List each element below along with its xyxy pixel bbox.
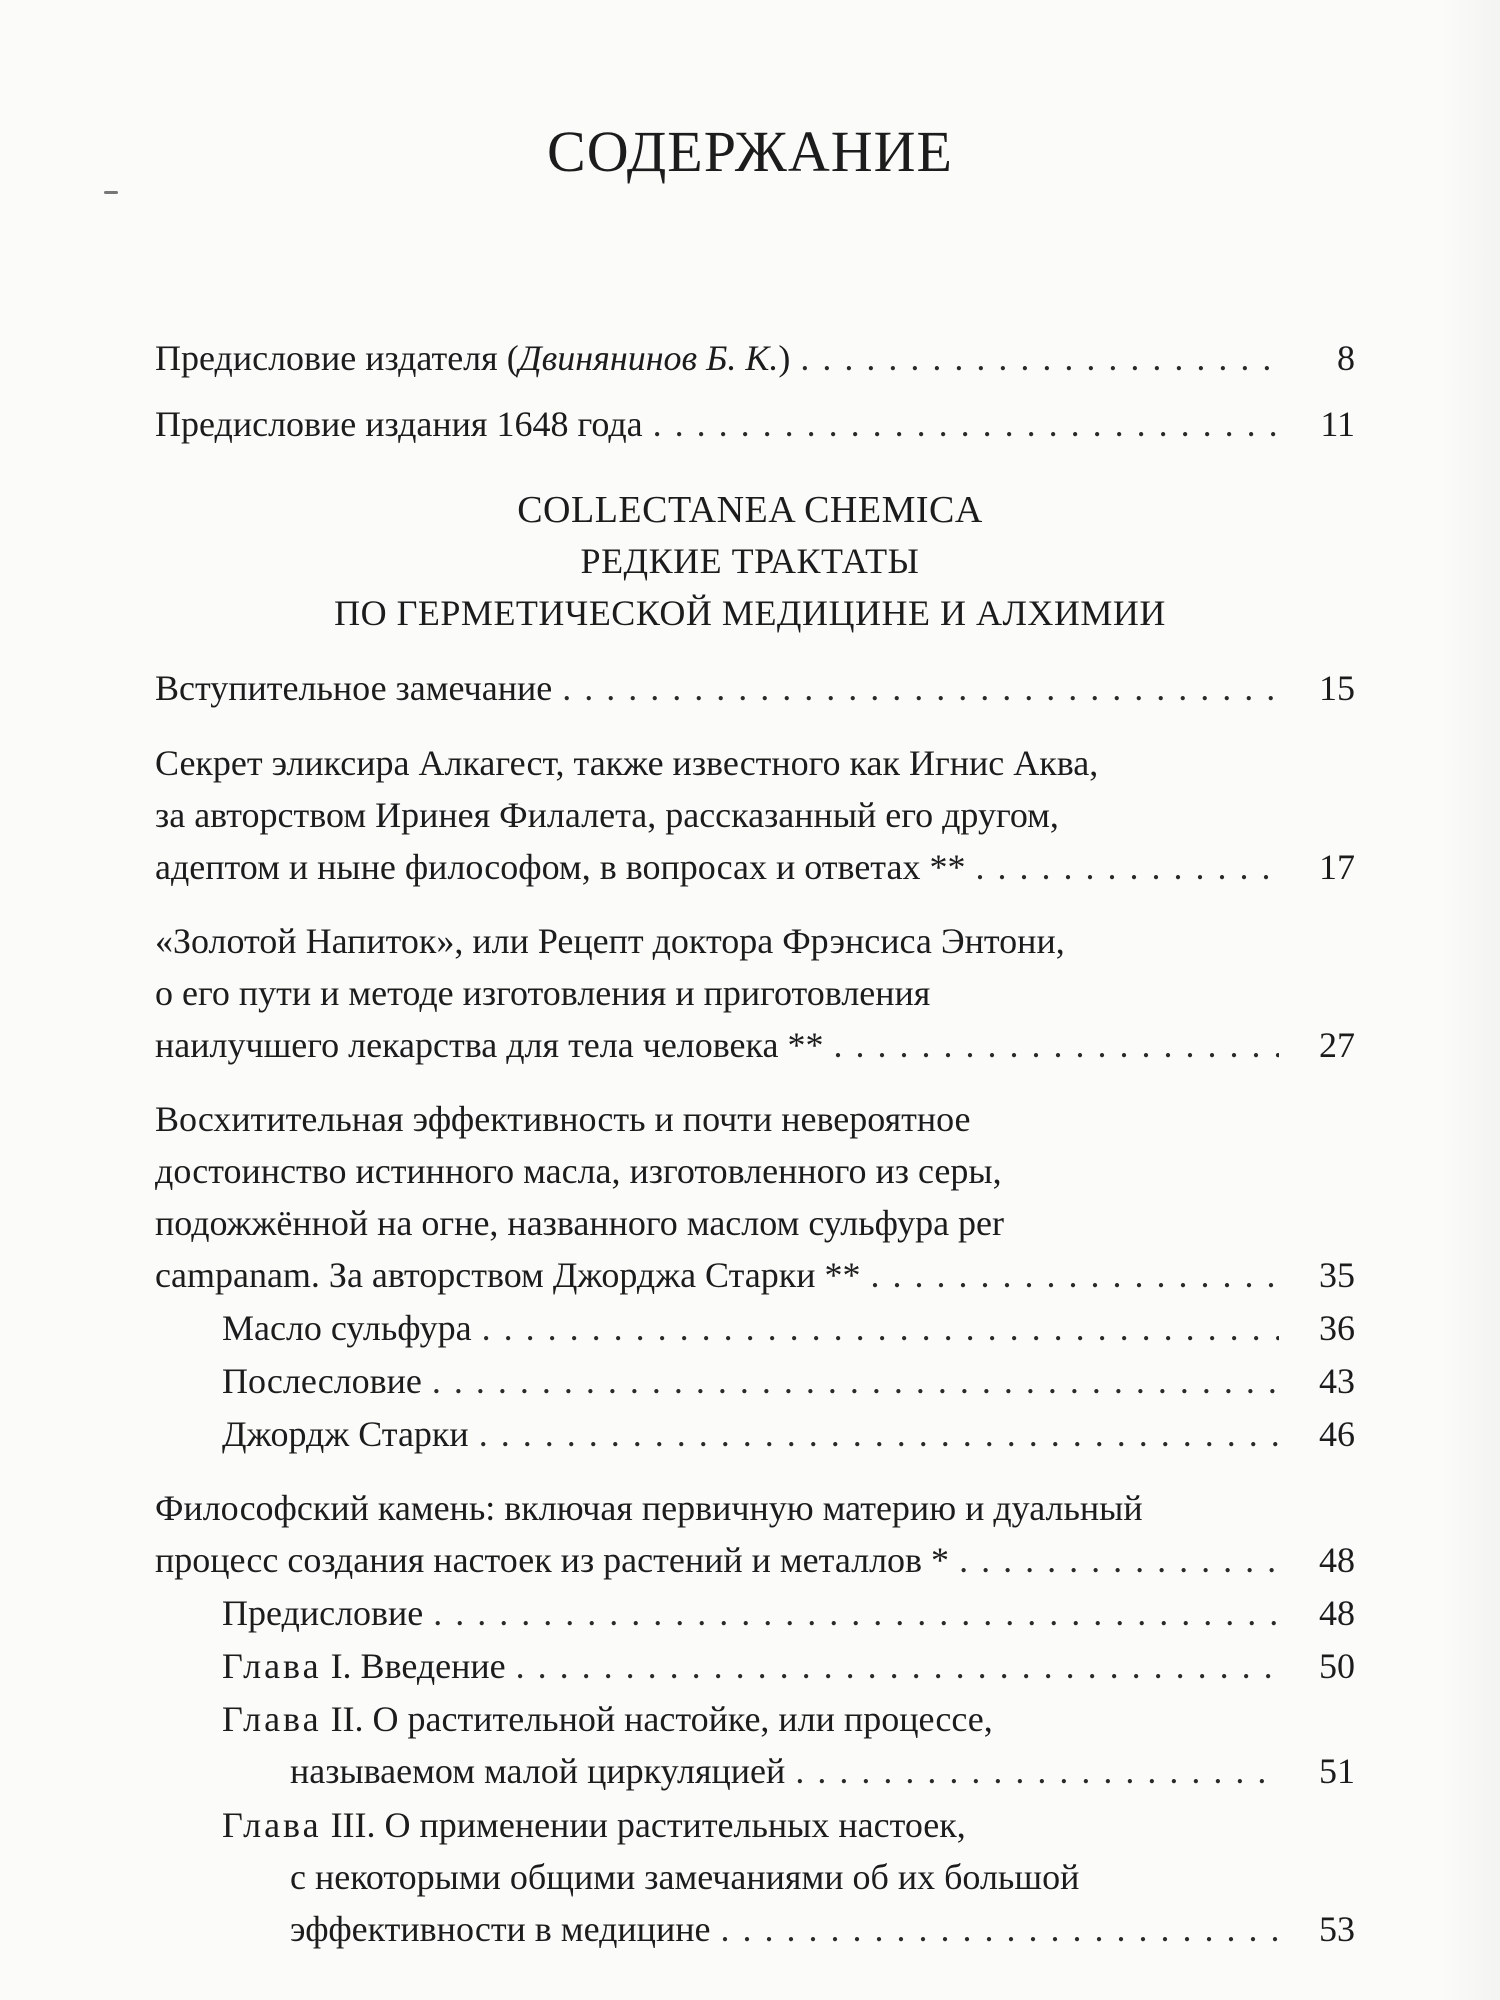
toc-entry-text: Глава II. О растительной настойке, или процессе, [222,1699,993,1739]
toc-entry-text: наилучшего лекарства для тела человека ** [155,1025,824,1065]
leader-dots [562,662,1279,714]
page-number: 46 [1319,1414,1355,1454]
toc-entry [155,841,1355,893]
page-number: 43 [1319,1361,1355,1401]
toc-entry-text: Глава I. Введение [222,1646,506,1686]
toc-entry-line [155,915,1355,967]
toc-entry [155,1534,1355,1586]
toc-entry-text: с некоторыми общими замечаниями об их большой [290,1857,1080,1897]
toc-entry [155,662,1355,714]
toc-entry-text: campanam. За авторством Джорджа Старки ** [155,1255,861,1295]
page-title: СОДЕРЖАНИЕ [547,119,953,184]
toc-entry-line [155,1197,1355,1249]
page-number: 48 [1319,1593,1355,1633]
toc-entry-text: процесс создания настоек из растений и металлов * [155,1540,950,1580]
toc-entry-text: Секрет эликсира Алкагест, также известного как Игнис Аква, [155,743,1099,783]
toc-entry-text: Глава III. О применении растительных настоек, [222,1805,966,1845]
toc-entry-text: Вступительное замечание [155,668,553,708]
toc-entry-line [155,789,1355,841]
toc-entry-line [155,967,1355,1019]
page-number: 8 [1337,338,1355,378]
leader-dots [432,1355,1279,1407]
toc-entry-text: подожжённой на огне, названного маслом сульфура per [155,1203,1005,1243]
toc-entry-1648-preface [155,398,1355,450]
toc-entry-text: за авторством Иринея Филалета, рассказанный его другом, [155,795,1059,835]
toc-subentry-chapter-3-line [290,1851,1355,1903]
section-heading-latin: COLLECTANEA CHEMICA [517,489,983,531]
leader-dots [482,1302,1279,1354]
toc-subentry-chapter-3 [290,1903,1355,1955]
toc-entry-text: о его пути и методе изготовления и приготовления [155,973,931,1013]
page-number: 35 [1319,1255,1355,1295]
page-number: 36 [1319,1308,1355,1348]
page-number: 53 [1319,1909,1355,1949]
toc-entry-text: адептом и ныне философом, в вопросах и ответах ** [155,847,966,887]
toc-entry [155,1019,1355,1071]
toc-subentry [222,1408,1355,1460]
toc-subentry [222,1355,1355,1407]
toc-entry-line [155,1482,1355,1534]
toc-subentry [222,1302,1355,1354]
page-number: 50 [1319,1646,1355,1686]
toc-entry [155,1249,1355,1301]
toc-entry-text: Масло сульфура [222,1308,472,1348]
toc-entry-text: Предисловие издателя (Двинянинов Б. К.) [155,338,791,378]
toc-subentry-chapter-1 [222,1640,1355,1692]
leader-dots [795,1745,1279,1797]
toc-subentry [222,1587,1355,1639]
leader-dots [653,398,1279,450]
section-heading-line3: ПО ГЕРМЕТИЧЕСКОЙ МЕДИЦИНЕ И АЛХИМИИ [334,593,1166,633]
leader-dots [833,1019,1279,1071]
ink-mark [104,191,118,194]
toc-entry-line [155,1145,1355,1197]
toc-subentry-chapter-2 [290,1745,1355,1797]
leader-dots [720,1903,1279,1955]
author-name: Двинянинов Б. К. [518,338,779,378]
toc-entry-text: Предисловие издания 1648 года [155,404,643,444]
leader-dots [871,1249,1280,1301]
page-number: 15 [1319,668,1355,708]
page-number: 27 [1319,1025,1355,1065]
toc-subentry-chapter-2-line [222,1693,1355,1745]
toc-entry-text: Восхитительная эффективность и почти невероятное [155,1099,971,1139]
leader-dots [479,1408,1279,1460]
toc-entry-publisher-preface [155,332,1355,384]
leader-dots [959,1534,1279,1586]
page-number: 51 [1319,1751,1355,1791]
leader-dots [516,1640,1279,1692]
toc-entry-text: эффективности в медицине [290,1909,711,1949]
toc-entry-text: «Золотой Напиток», или Рецепт доктора Фрэнсиса Энтони, [155,921,1065,961]
page-number: 48 [1319,1540,1355,1580]
toc-entry-line [155,1093,1355,1145]
page-number: 17 [1319,847,1355,887]
toc-entry-text: называемом малой циркуляцией [290,1751,786,1791]
section-heading-line2: РЕДКИЕ ТРАКТАТЫ [580,541,920,581]
page-number: 11 [1320,404,1355,444]
toc-entry-line [155,737,1355,789]
leader-dots [975,841,1279,893]
toc-entry-text: достоинство истинного масла, изготовленного из серы, [155,1151,1002,1191]
toc-entry-text: Джордж Старки [222,1414,469,1454]
leader-dots [800,332,1279,384]
leader-dots [433,1587,1279,1639]
toc-entry-text: Философский камень: включая первичную материю и дуальный [155,1488,1143,1528]
toc-entry-text: Предисловие [222,1593,424,1633]
toc-entry-text: Послесловие [222,1361,422,1401]
toc-subentry-chapter-3-line [222,1799,1355,1851]
